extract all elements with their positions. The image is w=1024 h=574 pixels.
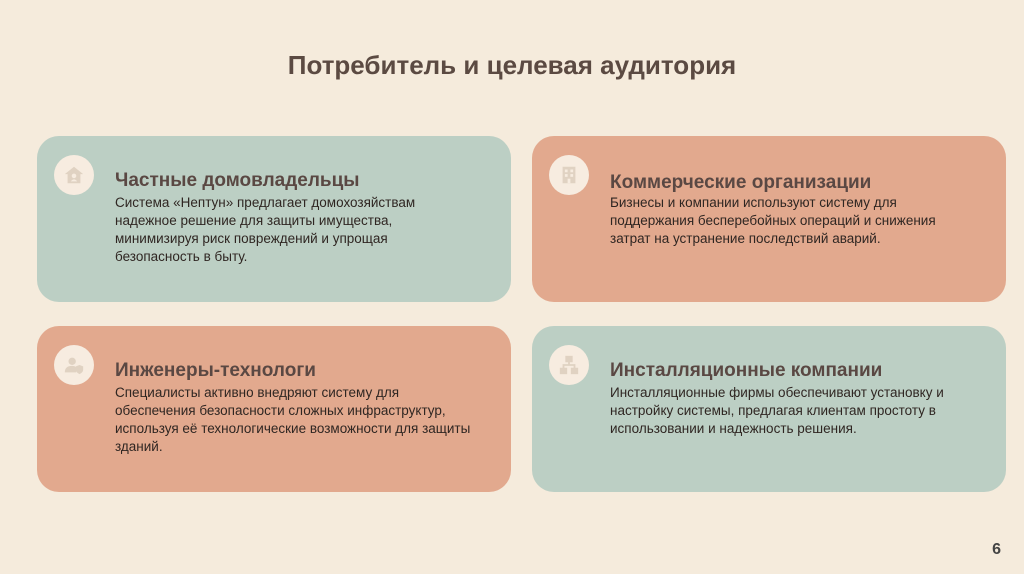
- card-description: Инсталляционные фирмы обеспечивают установку и настройку системы, предлагая клиентам простоту в использовании и надежность решения.: [610, 385, 944, 436]
- page-number: 6: [992, 541, 1001, 558]
- card-description: Специалисты активно внедряют систему для обеспечения безопасности сложных инфраструктур, используя её технологические возможности для защиты зданий.: [115, 385, 471, 454]
- building-icon: [549, 155, 589, 195]
- card-description: Система «Нептун» предлагает домохозяйствам надежное решение для защиты имущества, минимизируя риск повреждений и упрощая безопасность в быту.: [115, 195, 416, 264]
- slide-title: Потребитель и целевая аудитория: [287, 50, 737, 80]
- card-installation-companies: [532, 326, 1006, 492]
- card-title: Коммерческие организации: [610, 172, 872, 193]
- card-description: Бизнесы и компании используют систему для поддержания бесперебойных операций и снижения затрат на устранение последствий аварий.: [610, 195, 936, 246]
- card-title: Частные домовладельцы: [115, 170, 360, 191]
- card-title: Инсталляционные компании: [610, 360, 883, 381]
- card-title: Инженеры-технологи: [115, 360, 316, 381]
- network-icon: [549, 345, 589, 385]
- home-icon: [54, 155, 94, 195]
- user-shield-icon: [54, 345, 94, 385]
- card-private-homeowners: [37, 136, 511, 302]
- card-commercial-organizations: [532, 136, 1006, 302]
- card-engineers: [37, 326, 511, 492]
